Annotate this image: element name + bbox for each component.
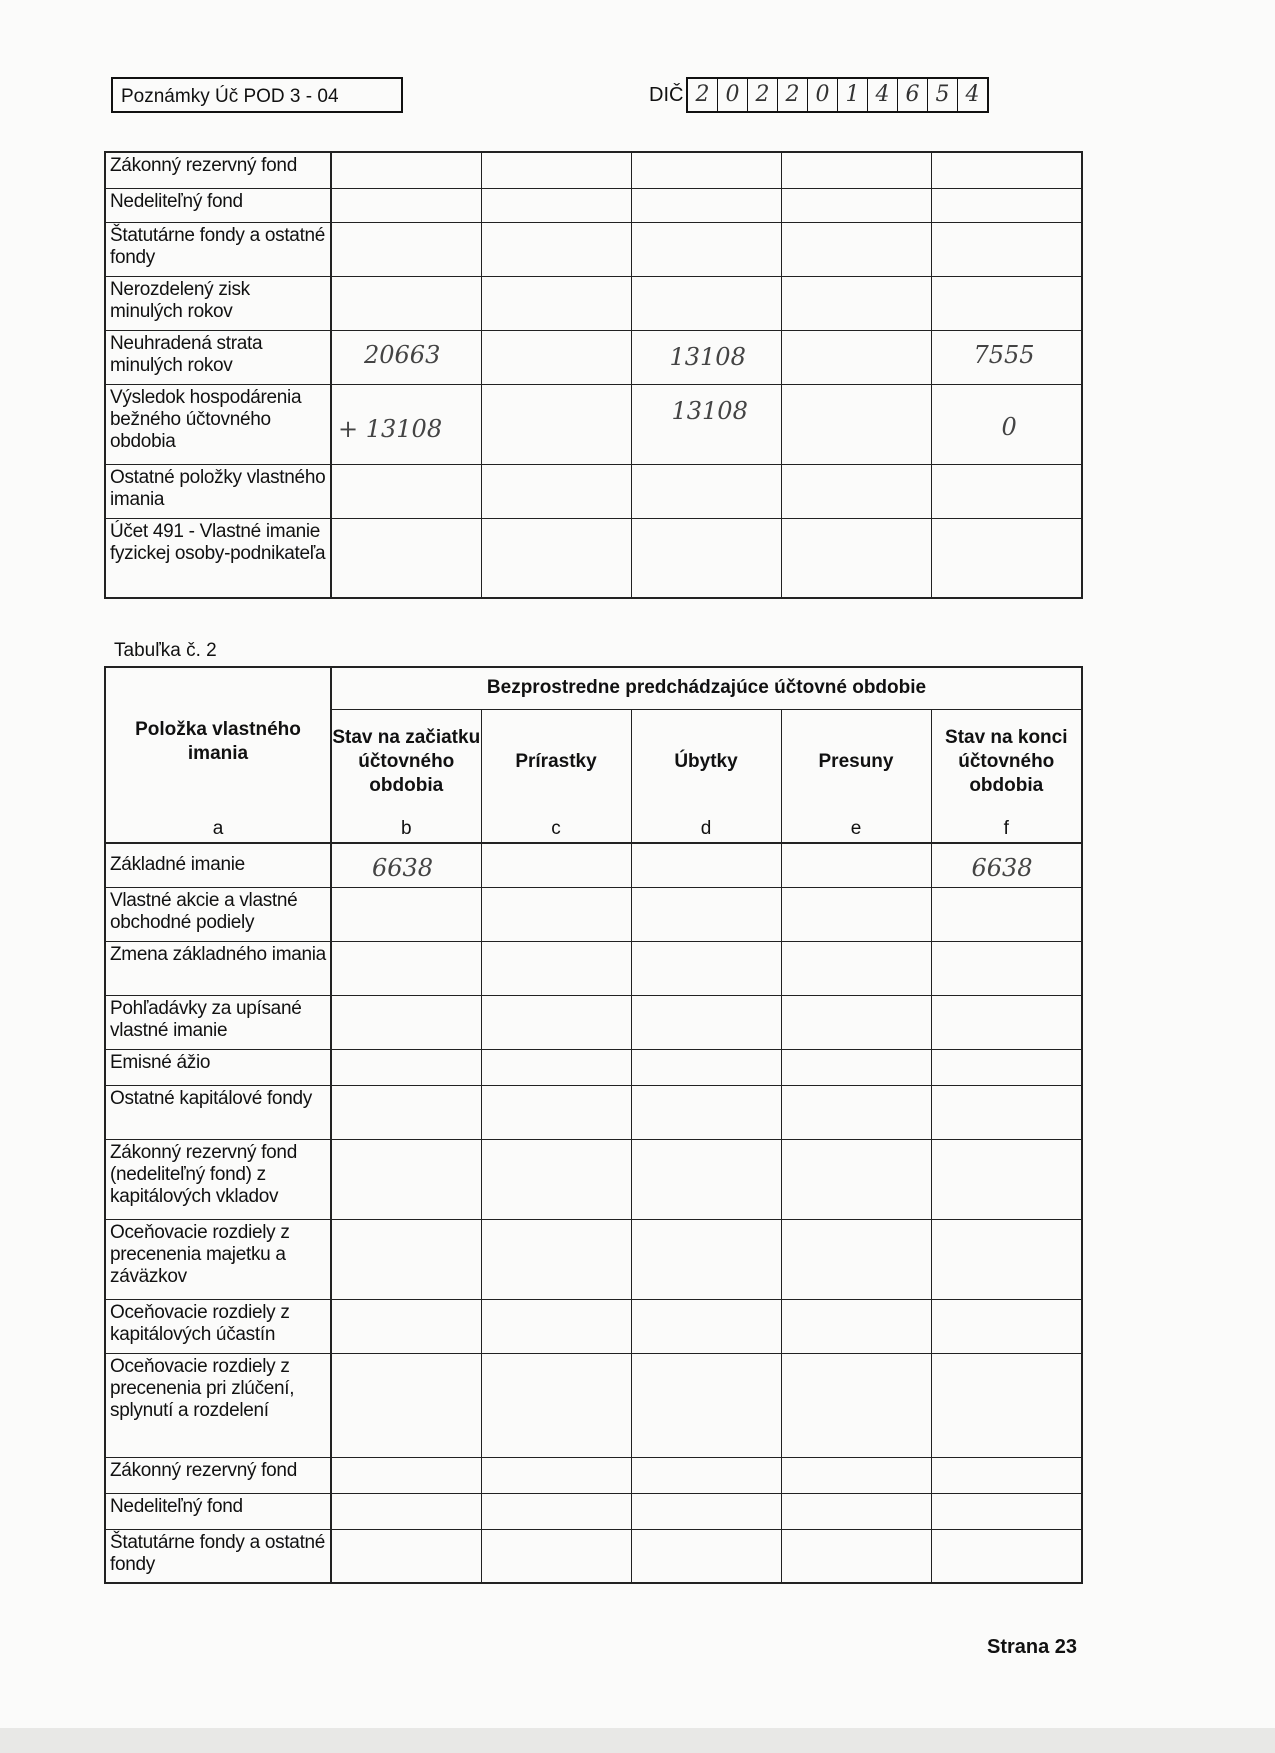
handwritten-value: 7555	[973, 340, 1035, 369]
handwritten-value: 20663	[364, 340, 441, 369]
dic-digit: 0	[808, 79, 838, 111]
row-label: Oceňovacie rozdiely z precenenia pri zlúčení, splynutí a rozdelení	[105, 1353, 331, 1457]
handwritten-value: 6638	[971, 854, 1033, 882]
col-letter: b	[331, 815, 481, 843]
table-row	[105, 518, 1082, 598]
row-label: Nerozdelený zisk minulých rokov	[105, 276, 331, 330]
col-header-d: Úbytky	[631, 709, 781, 815]
table-row	[105, 384, 1082, 464]
table-row	[105, 152, 1082, 188]
row-label: Štatutárne fondy a ostatné fondy	[105, 1529, 331, 1583]
row-label: Zákonný rezervný fond	[105, 152, 331, 188]
handwritten-value: 13108	[669, 342, 746, 371]
page-number: Strana 23	[987, 1636, 1078, 1658]
col-header-b: Stav na začiatku účtovného obdobia	[331, 709, 481, 815]
table-row	[105, 330, 1082, 384]
row-label: Základné imanie	[105, 843, 331, 887]
row-label: Štatutárne fondy a ostatné fondy	[105, 222, 331, 276]
handwritten-value: 13108	[671, 396, 748, 425]
dic-digit: 4	[868, 79, 898, 111]
table-row	[105, 941, 1082, 995]
table-caption: Tabuľka č. 2	[114, 640, 217, 661]
dic-digit: 5	[928, 79, 958, 111]
table-row	[105, 995, 1082, 1049]
table-row	[105, 1299, 1082, 1353]
table-row	[105, 1139, 1082, 1219]
col-header-c: Prírastky	[481, 709, 631, 815]
row-label: Oceňovacie rozdiely z precenenia majetku a záväzkov	[105, 1219, 331, 1299]
row-label: Ostatné položky vlastného imania	[105, 464, 331, 518]
row-label: Oceňovacie rozdiely z kapitálových účastín	[105, 1299, 331, 1353]
row-label: Neuhradená strata minulých rokov	[105, 330, 331, 384]
table-row	[105, 887, 1082, 941]
table-row	[105, 1049, 1082, 1085]
table-row	[105, 464, 1082, 518]
table-row	[105, 1353, 1082, 1457]
dic-digit: 2	[688, 79, 718, 111]
scan-bottom-edge	[0, 1728, 1275, 1753]
dic-label: DIČ	[649, 84, 684, 106]
handwritten-value: 0	[1001, 412, 1017, 441]
table-row	[105, 1529, 1082, 1583]
table-row	[105, 188, 1082, 222]
col-letter: c	[481, 815, 631, 843]
col-header-a: Položka vlastného imania	[105, 667, 331, 815]
col-letter: f	[931, 815, 1082, 843]
row-label: Nedeliteľný fond	[105, 1493, 331, 1529]
equity-table-previous-period	[104, 666, 1083, 1584]
table-row	[105, 1457, 1082, 1493]
column-letter-row	[105, 815, 1082, 843]
dic-digit: 4	[965, 82, 980, 107]
row-label: Zákonný rezervný fond	[105, 1457, 331, 1493]
col-header-f: Stav na konci účtovného obdobia	[931, 709, 1082, 815]
table-row	[105, 222, 1082, 276]
row-label: Pohľadávky za upísané vlastné imanie	[105, 995, 331, 1049]
dic-digit-boxes	[686, 77, 989, 113]
row-label: Zákonný rezervný fond (nedeliteľný fond) z kapitálových vkladov	[105, 1139, 331, 1219]
row-label: Zmena základného imania	[105, 941, 331, 995]
dic-digit: 2	[748, 79, 778, 111]
row-label: Vlastné akcie a vlastné obchodné podiely	[105, 887, 331, 941]
col-header-e: Presuny	[781, 709, 931, 815]
handwritten-value: + 13108	[338, 414, 443, 443]
table-row	[105, 843, 1082, 887]
col-letter: a	[105, 815, 331, 843]
row-label: Výsledok hospodárenia bežného účtovného obdobia	[105, 384, 331, 464]
row-label: Účet 491 - Vlastné imanie fyzickej osoby-podnikateľa	[105, 518, 331, 598]
equity-table-continued	[104, 151, 1083, 599]
header-row	[105, 667, 1082, 709]
table-row	[105, 1493, 1082, 1529]
dic-digit: 6	[898, 79, 928, 111]
notes-label-box: Poznámky Úč POD 3 - 04	[111, 77, 403, 113]
col-letter: e	[781, 815, 931, 843]
col-letter: d	[631, 815, 781, 843]
table-row	[105, 276, 1082, 330]
dic-digit: 1	[838, 79, 868, 111]
row-label: Emisné ážio	[105, 1049, 331, 1085]
handwritten-value: 6638	[372, 854, 434, 882]
row-label: Nedeliteľný fond	[105, 188, 331, 222]
dic-digit: 2	[778, 79, 808, 111]
table-row	[105, 1085, 1082, 1139]
table-row	[105, 1219, 1082, 1299]
dic-digit: 0	[718, 79, 748, 111]
row-label: Ostatné kapitálové fondy	[105, 1085, 331, 1139]
group-header: Bezprostredne predchádzajúce účtovné obdobie	[331, 667, 1082, 709]
